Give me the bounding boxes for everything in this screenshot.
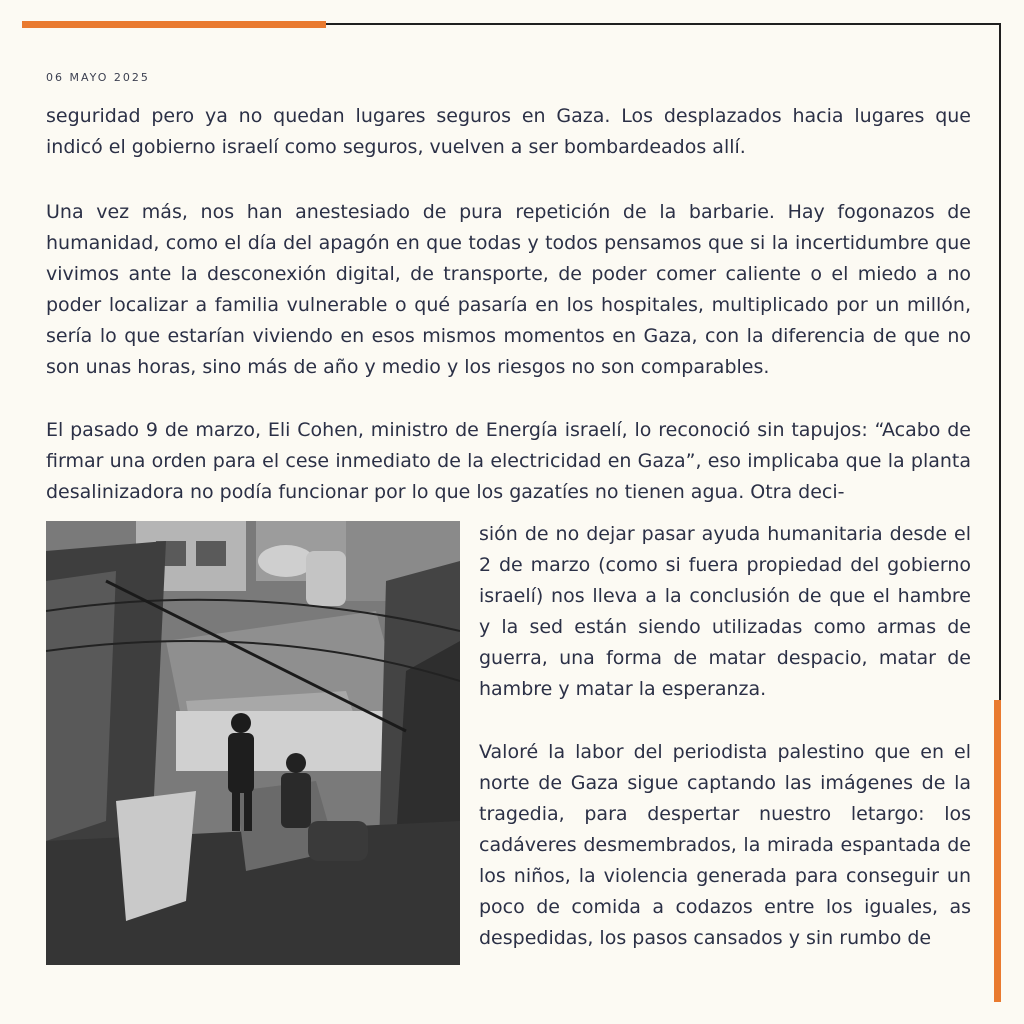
- paragraph-1: seguridad pero ya no quedan lugares seguros en Gaza. Los desplazados hacia lugares que indicó el gobierno israelí como seguros, vuelven a ser bombardeados allí.: [46, 105, 971, 158]
- top-frame-line: [326, 23, 1001, 25]
- right-frame-line: [999, 23, 1001, 705]
- paragraph-2: Una vez más, nos han anestesiado de pura repetición de la barbarie. Hay fogonazos de humanidad, como el día del apagón en que todas y todos pensamos que si la incertidumbre que vivimos ante la desconexión digital, de transporte, de poder comer caliente o el miedo a no poder localizar a familia vulnerable o qué pasaría en los hospitales, multiplicado por un millón, sería lo que estarían viviendo en esos mismos momentos en Gaza, con la diferencia de que no son unas horas, sino más de año y medio y los riesgos no son comparables.: [46, 201, 971, 378]
- right-accent-bar: [994, 700, 1001, 1002]
- paragraph-5: Valoré la labor del periodista palestino que en el norte de Gaza sigue captando las imágenes de la tragedia, para despertar nuestro letargo: los cadáveres desmembrados, la mirada espantada de los niños, la violencia generada para conseguir un poco de comida a codazos entre los iguales, as despedidas, los pasos cansados y sin rumbo de: [479, 741, 971, 949]
- paragraph-4: sión de no dejar pasar ayuda humanitaria desde el 2 de marzo (como si fuera propiedad del gobierno israelí) nos lleva a la conclusión de que el hambre y la sed están siendo utilizadas como armas de guerra, una forma de matar despacio, matar de hambre y matar la esperanza.: [479, 523, 971, 700]
- top-accent-bar: [22, 21, 326, 28]
- article-date: 06 MAYO 2025: [46, 71, 150, 84]
- rubble-photo: [46, 521, 460, 965]
- rubble-photo-drawing: [46, 521, 460, 965]
- paragraph-3: El pasado 9 de marzo, Eli Cohen, ministro de Energía israelí, lo reconoció sin tapujos: “Acabo de firmar una orden para el cese inmediato de la electricidad en Gaza”, eso implicaba que la planta desalinizadora no podía funcionar por lo que los gazatíes no tienen agua. Otra deci-: [46, 419, 971, 503]
